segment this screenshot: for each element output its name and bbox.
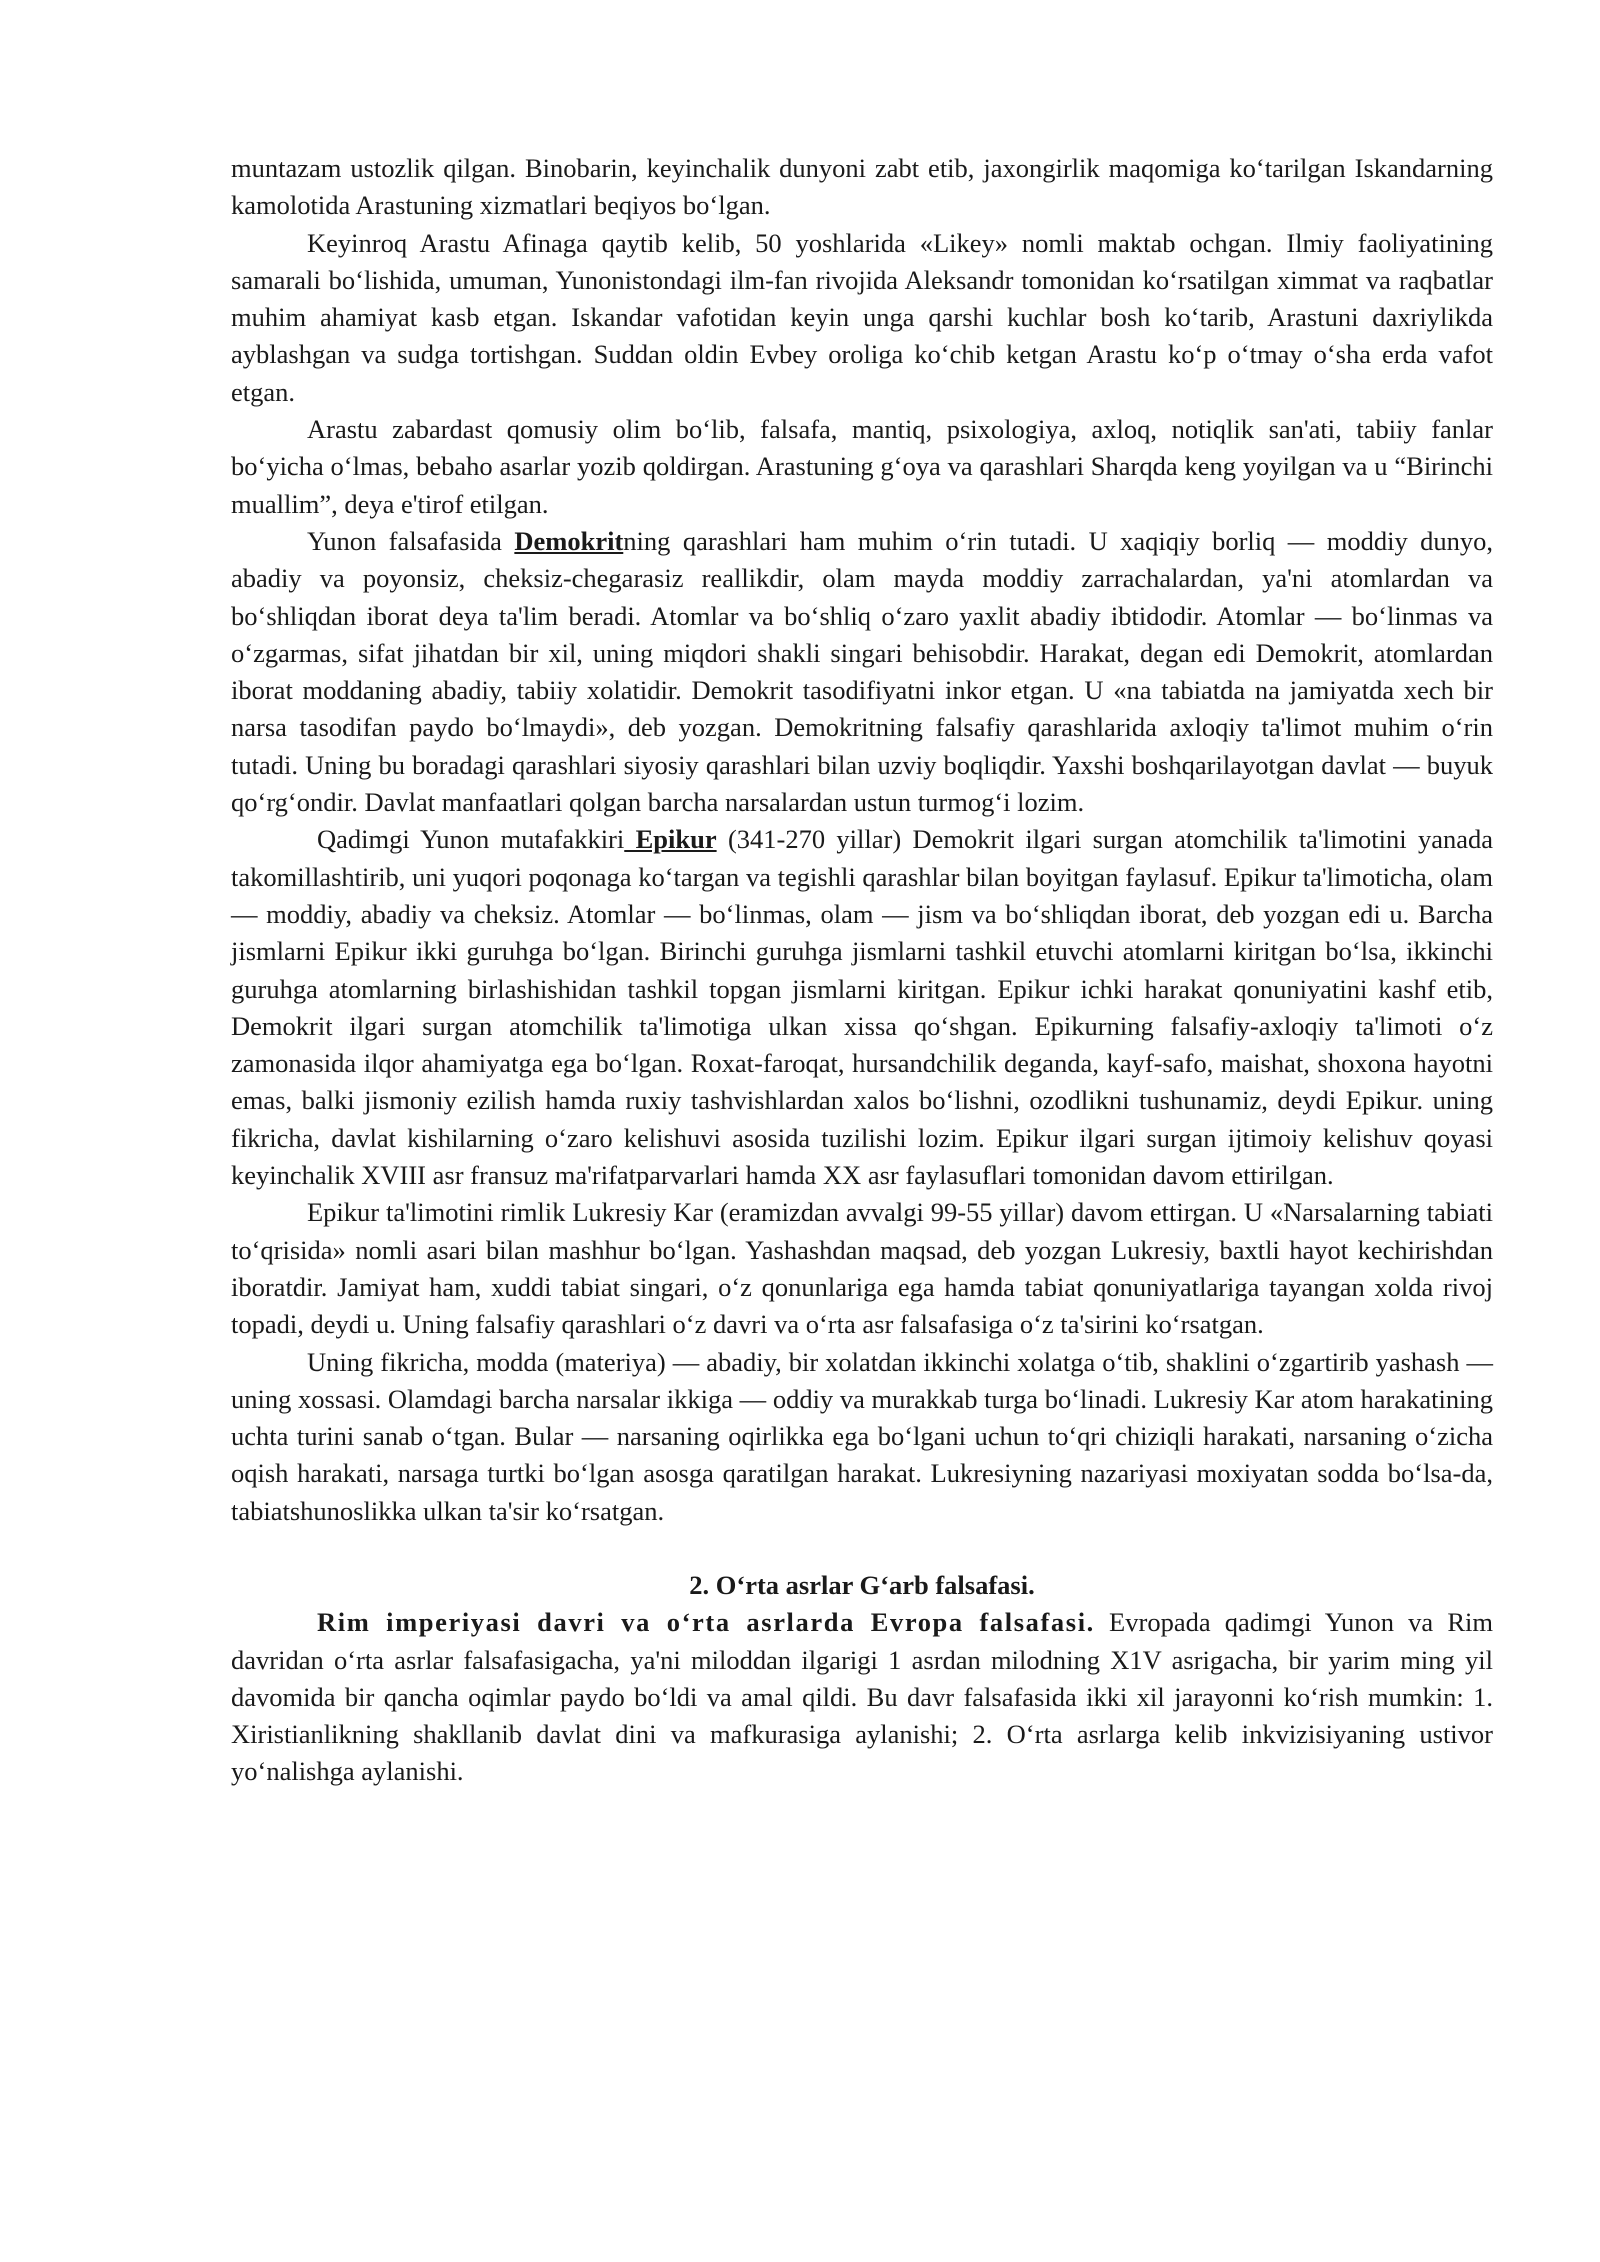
paragraph-rim-imperiyasi bbox=[231, 1604, 1493, 1790]
paragraph-lead-title: Rim imperiyasi davri va o‘rta asrlarda Evropa falsafasi. bbox=[317, 1607, 1095, 1638]
paragraph-epikur-intro: Qadimgi Yunon mutafakkiri bbox=[317, 824, 625, 855]
document-page bbox=[231, 150, 1493, 1791]
paragraph-demokrit bbox=[231, 523, 1493, 821]
paragraph-lukresiy: Epikur ta'limotini rimlik Lukresiy Kar (eramizdan avvalgi 99-55 yillar) davom ettirgan. U «Narsalarning tabiati to‘qrisida» nomli asari bilan mashhur bo‘lgan. Yashashdan maqsad, deb yozgan Lukresiy, baxtli hayot kechirishdan iboratdir. Jamiyat ham, xuddi tabiat singari, o‘z qonunlariga ega hamda tabiat qonuniyatlariga tayangan xolda rivoj topadi, deydi u. Uning falsafiy qarashlari o‘z davri va o‘rta asr falsafasiga o‘z ta'sirini ko‘rsatgan. bbox=[231, 1197, 1493, 1340]
paragraph-rim-body: Evropada qadimgi Yunon va Rim davridan o‘rta asrlar falsafasigacha, ya'ni miloddan ilgarigi 1 asrdan milodning X1V asrigacha, bir yarim ming yil davomida bir qancha oqimlar paydo bo‘ldi va amal qildi. Bu davr falsafasida ikki xil jarayonni ko‘rish mumkin: 1. Xiristianlikning shakllanib davlat dini va mafkurasiga aylanishi; 2. O‘rta asrlarga kelib inkvizisiyaning ustivor yo‘nalishga aylanishi. bbox=[231, 1607, 1494, 1787]
paragraph-modda: Uning fikricha, modda (materiya) — abadiy, bir xolatdan ikkinchi xolatga o‘tib, shaklini o‘zgartirib yashash — uning xossasi. Olamdagi barcha narsalar ikkiga — oddiy va murakkab turga bo‘linadi. Lukresiy Kar atom harakatining uchta turini sanab o‘tgan. Bular — narsaning oqirlikka ega bo‘lgani uchun to‘qri chiziqli harakati, narsaning o‘zicha oqish harakati, narsaga turtki bo‘lgan asosga qaratilgan harakat. Lukresiyning nazariyasi moxiyatan sodda bo‘lsa-da, tabiatshunoslikka ulkan ta'sir ko‘rsatgan. bbox=[231, 1346, 1493, 1526]
paragraph-arastu-works: Arastu zabardast qomusiy olim bo‘lib, falsafa, mantiq, psixologiya, axloq, notiqlik san'ati, tabiiy fanlar bo‘yicha o‘lmas, bebaho asarlar yozib qoldirgan. Arastuning g‘oya va qarashlari Sharqda keng yoyilgan va u “Birinchi muallim”, deya e'tirof etilgan. bbox=[231, 414, 1493, 519]
section-heading: 2. O‘rta asrlar G‘arb falsafasi. bbox=[689, 1569, 1035, 1600]
paragraph-arastu-teacher: muntazam ustozlik qilgan. Binobarin, keyinchalik dunyoni zabt etib, jaxongirlik maqomiga ko‘tarilgan Iskandarning kamolotida Arastuning xizmatlari beqiyos bo‘lgan. bbox=[231, 153, 1493, 221]
paragraph-likey: Keyinroq Arastu Afinaga qaytib kelib, 50 yoshlarida «Likey» nomli maktab ochgan. Ilmiy faoliyatining samarali bo‘lishida, umuman, Yunonistondagi ilm-fan rivojida Aleksandr tomonidan ko‘rsatilgan ximmat va raqbatlar muhim ahamiyat kasb etgan. Iskandar vafotidan keyin unga qarshi kuchlar bosh ko‘tarib, Arastuni daxriylikda ayblashgan va sudga tortishgan. Suddan oldin Evbey oroliga ko‘chib ketgan Arastu ko‘p o‘tmay o‘sha erda vafot etgan. bbox=[231, 227, 1493, 407]
paragraph-epikur-body: (341-270 yillar) Demokrit ilgari surgan atomchilik ta'limotini yanada takomillashtirib, uni yuqori poqonaga ko‘targan va tegishli qarashlar bilan boyitgan faylasuf. Epikur ta'limoticha, olam — moddiy, abadiy va cheksiz. Atomlar — bo‘linmas, olam — jism va bo‘shliqdan iborat, deb yozgan edi u. Barcha jismlarni Epikur ikki guruhga bo‘lgan. Birinchi guruhga jismlarni tashkil etuvchi atomlarni kiritgan bo‘lsa, ikkinchi guruhga atomlarning birlashishidan tashkil topgan jismlarni kiritgan. Epikur ichki harakat qonuniyatini kashf etib, Demokrit ilgari surgan atomchilik ta'limotiga ulkan xissa qo‘shgan. Epikurning falsafiy-axloqiy ta'limoti o‘z zamonasida ilqor ahamiyatga ega bo‘lgan. Roxat-faroqat, hursandchilik deganda, kayf-safo, maishat, shoxona hayotni emas, balki jismoniy ezilish hamda ruxiy tashvishlardan xalos bo‘lishni, ozodlikni tushunamiz, deydi Epikur. uning fikricha, davlat kishilarning o‘zaro kelishuvi asosida tuzilishi lozim. Epikur ilgari surgan ijtimoiy kelishuv qoyasi keyinchalik XVIII asr fransuz ma'rifatparvarlari hamda XX asr faylasuflari tomonidan davom ettirilgan. bbox=[231, 824, 1494, 1191]
epikur-link[interactable]: Epikur bbox=[624, 824, 717, 855]
paragraph-demokrit-body: ning qarashlari ham muhim o‘rin tutadi. U xaqiqiy borliq — moddiy dunyo, abadiy va poyonsiz, cheksiz-chegarasiz reallikdir, olam mayda moddiy zarrachalardan, ya'ni atomlardan va bo‘shliqdan iborat deya ta'lim beradi. Atomlar va bo‘shliq o‘zaro yaxlit abadiy ibtidodir. Atomlar — bo‘linmas va o‘zgarmas, sifat jihatdan bir xil, uning miqdori shakli singari behisobdir. Harakat, degan edi Demokrit, atomlardan iborat moddaning abadiy, tabiiy xolatidir. Demokrit tasodifiyatni inkor etgan. U «na tabiatda na jamiyatda xech bir narsa tasodifan paydo bo‘lmaydi», deb yozgan. Demokritning falsafiy qarashlarida axloqiy ta'limot muhim o‘rin tutadi. Uning bu boradagi qarashlari siyosiy qarashlari bilan uzviy boqliqdir. Yaxshi boshqarilayotgan davlat — buyuk qo‘rg‘ondir. Davlat manfaatlari qolgan barcha narsalardan ustun turmog‘i lozim. bbox=[231, 525, 1494, 818]
blank-line bbox=[231, 1530, 1493, 1567]
paragraph-epikur bbox=[231, 821, 1493, 1194]
paragraph-demokrit-intro: Yunon falsafasida bbox=[307, 525, 515, 556]
demokrit-link[interactable]: Demokrit bbox=[514, 525, 624, 556]
